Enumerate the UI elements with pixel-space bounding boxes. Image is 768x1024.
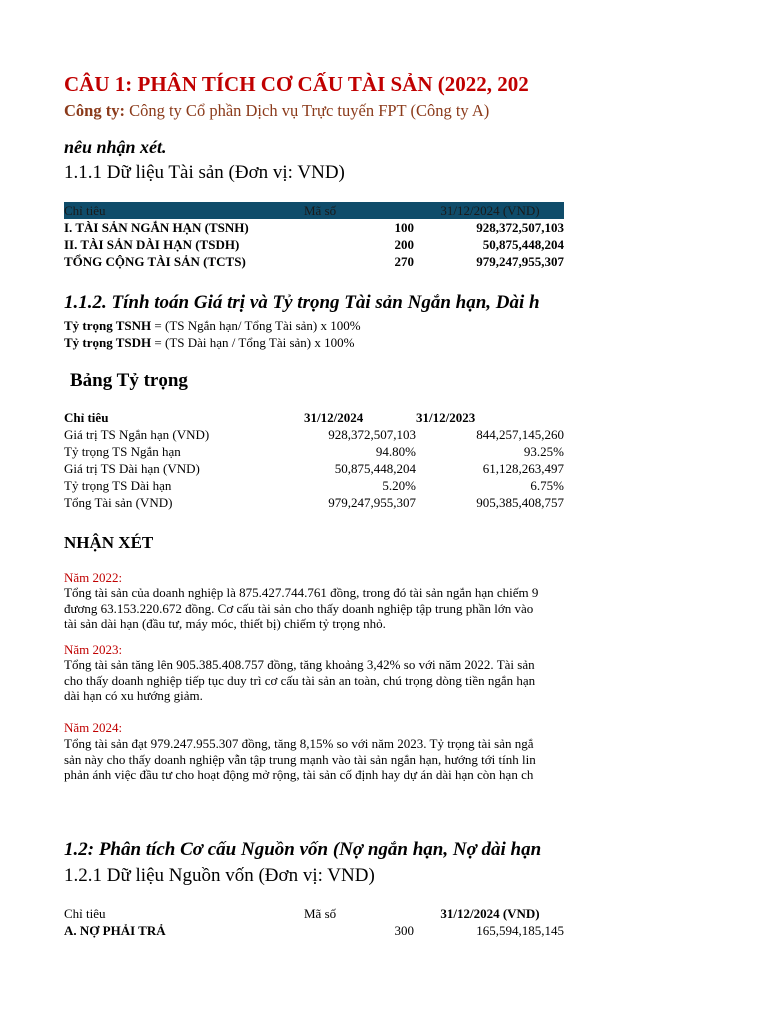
formula-label: Tỷ trọng TSNH [64,318,152,333]
row-value-2023: 6.75% [530,478,564,493]
formula-tsdh [64,334,564,351]
row-label: TỔNG CỘNG TÀI SẢN (TCTS) [64,254,246,269]
paragraph-line: dài hạn có xu hướng giảm. [64,688,203,703]
company-line [64,100,564,122]
table-row [64,236,564,253]
row-label: Giá trị TS Ngắn hạn (VND) [64,427,210,442]
table-row [64,443,564,460]
paragraph-line: Tổng tài sản đạt 979.247.955.307 đồng, tăng 8,15% so với năm 2023. Tỷ trọng tài sản ngắ [64,736,534,751]
row-value: 928,372,507,103 [476,220,564,235]
row-label: I. TÀI SẢN NGẮN HẠN (TSNH) [64,220,249,235]
column-header: Mã số [304,202,416,219]
row-value: 50,875,448,204 [482,237,564,252]
paragraph-line: Tổng tài sản của doanh nghiệp là 875.427.744.761 đồng, trong đó tài sản ngắn hạn chiếm 9 [64,585,539,600]
row-label: Tỷ trọng TS Dài hạn [64,478,172,493]
section-heading-1-1-2: 1.1.2. Tính toán Giá trị và Tỷ trọng Tài sản Ngắn hạn, Dài h [64,292,540,313]
ratio-table-title: Bảng Tỷ trọng [70,370,188,391]
row-value: 979,247,955,307 [476,254,564,269]
formula-text: = (TS Ngắn hạn/ Tổng Tài sản) x 100% [151,318,361,333]
row-code: 300 [394,923,414,938]
table-row [64,219,564,236]
row-value-2023: 905,385,408,757 [476,495,564,510]
row-value-2024: 979,247,955,307 [328,495,416,510]
row-value-2024: 5.20% [382,478,416,493]
paragraph-line: phản ánh việc đầu tư cho hoạt động mở rộng, tài sản cố định hay dự án dài hạn còn hạn ch [64,767,534,782]
table-row [64,494,564,511]
table-row [64,426,564,443]
table-header-row [64,409,564,426]
table-header-row [64,202,564,219]
table-row [64,922,564,939]
formula-tsnh [64,317,564,334]
comments-title: NHẬN XÉT [64,533,154,552]
row-label: Tổng Tài sản (VND) [64,495,173,510]
row-label: Giá trị TS Dài hạn (VND) [64,461,200,476]
task-note: nêu nhận xét. [64,137,167,157]
table-header-row [64,905,564,922]
column-header: Mã số [304,906,337,921]
row-label: Tỷ trọng TS Ngắn hạn [64,444,181,459]
paragraph-line: Tổng tài sản tăng lên 905.385.408.757 đồng, tăng khoảng 3,42% so với năm 2022. Tài sản [64,657,535,672]
company-name: Công ty Cổ phần Dịch vụ Trực tuyến FPT (Công ty A) [129,101,490,120]
formula-text: = (TS Dài hạn / Tổng Tài sản) x 100% [151,335,355,350]
paragraph-line: tài sản dài hạn (đầu tư, máy móc, thiết bị) chiếm tỷ trọng nhỏ. [64,616,386,631]
company-label: Công ty: [64,101,125,120]
row-value-2024: 50,875,448,204 [334,461,416,476]
row-value-2023: 61,128,263,497 [482,461,564,476]
page-title: CÂU 1: PHÂN TÍCH CƠ CẤU TÀI SẢN (2022, 202 [64,72,529,96]
column-header: Chỉ tiêu [64,202,304,219]
ratio-table [64,409,564,511]
comment-paragraph-2023 [64,657,564,704]
column-header: 31/12/2023 [416,410,476,425]
table-row [64,253,564,270]
row-value-2023: 844,257,145,260 [476,427,564,442]
year-label-2022: Năm 2022: [64,570,123,585]
row-value: 165,594,185,145 [476,923,564,938]
formula-label: Tỷ trọng TSDH [64,335,152,350]
paragraph-line: đương 63.153.220.672 đồng. Cơ cấu tài sản cho thấy doanh nghiệp tập trung phần lớn vào [64,600,534,616]
row-label: A. NỢ PHẢI TRẢ [64,923,166,938]
paragraph-line: sản này cho thấy doanh nghiệp vẫn tập trung mạnh vào tài sản ngắn hạn, hướng tới tính lin [64,751,536,767]
table-row [64,477,564,494]
capital-table [64,905,564,939]
column-header: 31/12/2024 [304,410,364,425]
column-header: 31/12/2024 (VND) [416,202,564,219]
comment-paragraph-2022 [64,585,564,632]
row-value-2024: 94.80% [375,444,416,459]
row-code: 270 [394,254,414,269]
row-value-2024: 928,372,507,103 [328,427,416,442]
column-header: Chỉ tiêu [64,410,109,425]
section-heading-1-2-1: 1.2.1 Dữ liệu Nguồn vốn (Đơn vị: VND) [64,865,375,886]
comment-paragraph-2024 [64,736,564,783]
year-label-2024: Năm 2024: [64,720,123,735]
asset-table [64,202,564,270]
paragraph-line: cho thấy doanh nghiệp tiếp tục duy trì cơ cấu tài sản an toàn, chú trọng dòng tiền ngắn hạn [64,672,536,688]
row-code: 200 [394,237,414,252]
section-heading-1-2: 1.2: Phân tích Cơ cấu Nguồn vốn (Nợ ngắn hạn, Nợ dài hạn [64,839,542,860]
table-row [64,460,564,477]
year-label-2023: Năm 2023: [64,642,123,657]
row-label: II. TÀI SẢN DÀI HẠN (TSDH) [64,237,240,252]
column-header: 31/12/2024 (VND) [440,906,540,921]
section-heading-1-1-1: 1.1.1 Dữ liệu Tài sản (Đơn vị: VND) [64,162,345,183]
row-value-2023: 93.25% [523,444,564,459]
column-header: Chỉ tiêu [64,906,106,921]
row-code: 100 [394,220,414,235]
